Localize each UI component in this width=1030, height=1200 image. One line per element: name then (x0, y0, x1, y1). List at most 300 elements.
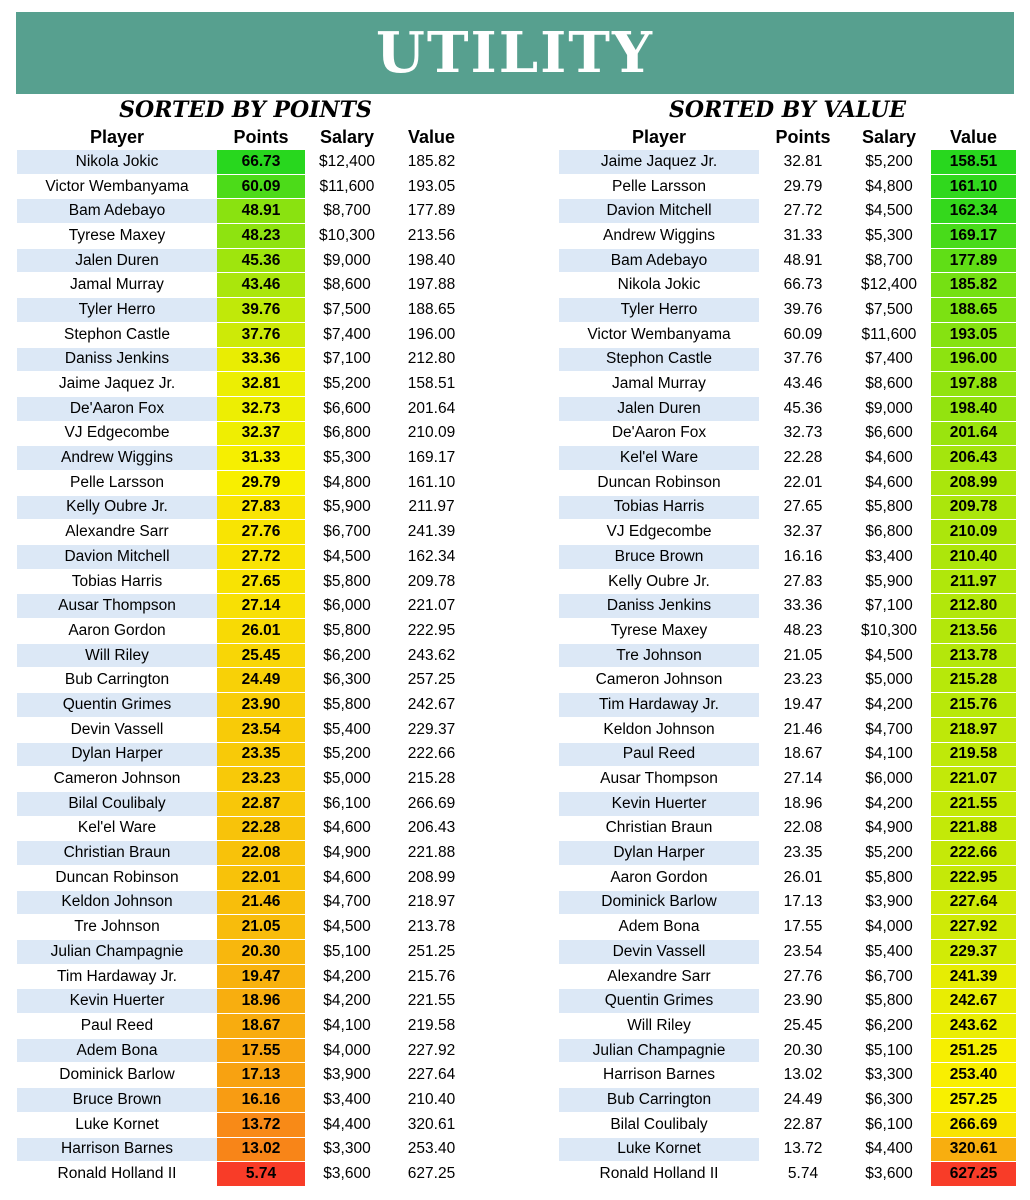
salary-cell: $4,800 (847, 174, 931, 199)
table-row (17, 248, 474, 273)
value-cell: 229.37 (389, 717, 474, 742)
table-row (559, 964, 1016, 989)
points-cell: 21.05 (759, 643, 847, 668)
salary-cell: $7,500 (305, 298, 389, 323)
value-cell: 188.65 (389, 298, 474, 323)
value-cell: 169.17 (931, 224, 1016, 249)
value-cell: 193.05 (389, 174, 474, 199)
points-cell: 66.73 (759, 273, 847, 298)
value-cell: 198.40 (931, 396, 1016, 421)
value-cell: 208.99 (931, 470, 1016, 495)
salary-cell: $5,800 (847, 989, 931, 1014)
table-row (17, 421, 474, 446)
player-name: Ausar Thompson (559, 767, 759, 792)
value-cell: 198.40 (389, 248, 474, 273)
salary-cell: $6,100 (305, 791, 389, 816)
value-cell: 627.25 (931, 1162, 1016, 1187)
table-row (17, 841, 474, 866)
value-table-body (559, 150, 1016, 1186)
salary-cell: $12,400 (305, 150, 389, 174)
points-cell: 22.28 (759, 446, 847, 471)
table-row (17, 767, 474, 792)
points-cell: 27.65 (217, 569, 305, 594)
header-salary: Salary (319, 126, 375, 147)
salary-cell: $6,600 (305, 396, 389, 421)
salary-cell: $5,200 (305, 742, 389, 767)
value-cell: 158.51 (389, 372, 474, 397)
salary-cell: $5,300 (847, 224, 931, 249)
player-name: Devin Vassell (559, 940, 759, 965)
table-row (559, 545, 1016, 570)
value-cell: 229.37 (931, 940, 1016, 965)
header-salary: Salary (861, 126, 917, 147)
points-cell: 24.49 (759, 1088, 847, 1113)
table-row (17, 915, 474, 940)
salary-cell: $6,300 (305, 668, 389, 693)
value-cell: 213.78 (389, 915, 474, 940)
player-name: Jamal Murray (17, 273, 217, 298)
value-cell: 219.58 (389, 1014, 474, 1039)
player-name: Harrison Barnes (17, 1137, 217, 1162)
table-row (17, 174, 474, 199)
points-panel (17, 96, 474, 1187)
value-cell: 320.61 (931, 1137, 1016, 1162)
points-cell: 23.54 (759, 940, 847, 965)
points-cell: 27.72 (217, 545, 305, 570)
value-cell: 162.34 (389, 545, 474, 570)
table-row (17, 1088, 474, 1113)
salary-cell: $4,200 (305, 964, 389, 989)
points-cell: 60.09 (759, 322, 847, 347)
points-cell: 22.28 (217, 816, 305, 841)
points-cell: 23.90 (217, 693, 305, 718)
table-row (559, 594, 1016, 619)
salary-cell: $4,800 (305, 470, 389, 495)
salary-cell: $4,900 (847, 816, 931, 841)
value-cell: 241.39 (931, 964, 1016, 989)
points-cell: 39.76 (217, 298, 305, 323)
player-name: Bub Carrington (17, 668, 217, 693)
value-cell: 193.05 (931, 322, 1016, 347)
table-row (559, 1112, 1016, 1137)
value-cell: 211.97 (931, 569, 1016, 594)
points-cell: 23.23 (759, 668, 847, 693)
player-name: Jalen Duren (559, 396, 759, 421)
salary-cell: $3,900 (847, 890, 931, 915)
points-subtitle: SORTED BY POINTS (119, 97, 372, 123)
points-cell: 32.81 (217, 372, 305, 397)
salary-cell: $5,100 (305, 940, 389, 965)
header-player: Player (631, 126, 687, 147)
player-name: Davion Mitchell (559, 199, 759, 224)
salary-cell: $3,400 (305, 1088, 389, 1113)
points-cell: 29.79 (217, 470, 305, 495)
value-cell: 210.40 (389, 1088, 474, 1113)
points-cell: 22.01 (217, 865, 305, 890)
points-cell: 13.72 (759, 1137, 847, 1162)
salary-cell: $6,200 (305, 643, 389, 668)
table-row (559, 446, 1016, 471)
player-name: VJ Edgecombe (559, 520, 759, 545)
salary-cell: $4,000 (847, 915, 931, 940)
player-name: Tobias Harris (17, 569, 217, 594)
player-name: Andrew Wiggins (17, 446, 217, 471)
player-name: Andrew Wiggins (559, 224, 759, 249)
points-cell: 23.90 (759, 989, 847, 1014)
table-row (17, 717, 474, 742)
salary-cell: $6,300 (847, 1088, 931, 1113)
table-row (17, 520, 474, 545)
player-name: Stephon Castle (17, 322, 217, 347)
salary-cell: $4,400 (847, 1137, 931, 1162)
value-cell: 158.51 (931, 150, 1016, 174)
value-cell: 169.17 (389, 446, 474, 471)
player-name: Victor Wembanyama (559, 322, 759, 347)
salary-cell: $10,300 (305, 224, 389, 249)
table-row (559, 1014, 1016, 1039)
salary-cell: $8,600 (847, 372, 931, 397)
salary-cell: $4,500 (847, 199, 931, 224)
player-name: Tobias Harris (559, 495, 759, 520)
player-name: Quentin Grimes (17, 693, 217, 718)
salary-cell: $5,800 (305, 693, 389, 718)
value-table (559, 124, 1016, 1187)
value-cell: 197.88 (931, 372, 1016, 397)
value-cell: 320.61 (389, 1112, 474, 1137)
header-value: Value (407, 126, 456, 147)
points-cell: 16.16 (759, 545, 847, 570)
player-name: Kelly Oubre Jr. (17, 495, 217, 520)
player-name: Alexandre Sarr (17, 520, 217, 545)
value-cell: 627.25 (389, 1162, 474, 1187)
points-cell: 45.36 (217, 248, 305, 273)
points-cell: 48.23 (217, 224, 305, 249)
points-cell: 32.37 (759, 520, 847, 545)
points-cell: 18.67 (217, 1014, 305, 1039)
salary-cell: $6,000 (847, 767, 931, 792)
salary-cell: $5,400 (847, 940, 931, 965)
player-name: Dominick Barlow (559, 890, 759, 915)
player-name: Ronald Holland II (559, 1162, 759, 1187)
salary-cell: $5,900 (305, 495, 389, 520)
salary-cell: $4,500 (847, 643, 931, 668)
salary-cell: $5,200 (847, 841, 931, 866)
points-cell: 27.76 (759, 964, 847, 989)
player-name: Victor Wembanyama (17, 174, 217, 199)
points-cell: 22.87 (217, 791, 305, 816)
salary-cell: $5,400 (305, 717, 389, 742)
table-row (17, 594, 474, 619)
value-cell: 251.25 (931, 1038, 1016, 1063)
points-cell: 23.35 (217, 742, 305, 767)
value-cell: 253.40 (931, 1063, 1016, 1088)
table-row (17, 865, 474, 890)
value-cell: 185.82 (931, 273, 1016, 298)
salary-cell: $6,000 (305, 594, 389, 619)
player-name: Jaime Jaquez Jr. (17, 372, 217, 397)
value-cell: 206.43 (389, 816, 474, 841)
value-cell: 215.76 (931, 693, 1016, 718)
player-name: De'Aaron Fox (559, 421, 759, 446)
points-cell: 32.73 (217, 396, 305, 421)
salary-cell: $4,900 (305, 841, 389, 866)
salary-cell: $5,000 (305, 767, 389, 792)
table-row (559, 298, 1016, 323)
player-name: Julian Champagnie (17, 940, 217, 965)
value-cell: 242.67 (389, 693, 474, 718)
value-cell: 196.00 (389, 322, 474, 347)
value-cell: 251.25 (389, 940, 474, 965)
table-row (559, 816, 1016, 841)
player-name: Jamal Murray (559, 372, 759, 397)
salary-cell: $5,900 (847, 569, 931, 594)
table-row (17, 1112, 474, 1137)
value-subtitle: SORTED BY VALUE (668, 97, 907, 123)
points-cell: 37.76 (759, 347, 847, 372)
value-cell: 162.34 (931, 199, 1016, 224)
value-cell: 185.82 (389, 150, 474, 174)
player-name: Bilal Coulibaly (17, 791, 217, 816)
value-cell: 266.69 (931, 1112, 1016, 1137)
points-cell: 27.14 (217, 594, 305, 619)
points-table-body (17, 150, 474, 1186)
points-cell: 39.76 (759, 298, 847, 323)
value-cell: 241.39 (389, 520, 474, 545)
player-name: Jalen Duren (17, 248, 217, 273)
player-name: Daniss Jenkins (559, 594, 759, 619)
salary-cell: $11,600 (305, 174, 389, 199)
player-name: Christian Braun (17, 841, 217, 866)
table-row (17, 224, 474, 249)
salary-cell: $4,500 (305, 545, 389, 570)
value-cell: 221.88 (931, 816, 1016, 841)
salary-cell: $5,800 (847, 865, 931, 890)
table-row (17, 940, 474, 965)
table-row (17, 619, 474, 644)
player-name: Bam Adebayo (559, 248, 759, 273)
value-cell: 177.89 (389, 199, 474, 224)
player-name: Bam Adebayo (17, 199, 217, 224)
points-cell: 23.54 (217, 717, 305, 742)
points-cell: 23.23 (217, 767, 305, 792)
value-cell: 161.10 (931, 174, 1016, 199)
player-name: Kel'el Ware (559, 446, 759, 471)
table-row (559, 273, 1016, 298)
table-row (17, 446, 474, 471)
table-row (559, 520, 1016, 545)
player-name: Keldon Johnson (17, 890, 217, 915)
table-row (17, 964, 474, 989)
points-cell: 48.91 (217, 199, 305, 224)
points-cell: 24.49 (217, 668, 305, 693)
table-row (559, 767, 1016, 792)
player-name: Tim Hardaway Jr. (17, 964, 217, 989)
points-cell: 13.02 (759, 1063, 847, 1088)
table-row (17, 791, 474, 816)
points-cell: 17.55 (759, 915, 847, 940)
points-cell: 16.16 (217, 1088, 305, 1113)
player-name: Bub Carrington (559, 1088, 759, 1113)
salary-cell: $3,900 (305, 1063, 389, 1088)
salary-cell: $4,100 (847, 742, 931, 767)
title-banner (16, 12, 1014, 94)
player-name: Kevin Huerter (17, 989, 217, 1014)
player-name: Keldon Johnson (559, 717, 759, 742)
player-name: Jaime Jaquez Jr. (559, 150, 759, 174)
points-cell: 43.46 (759, 372, 847, 397)
header-player: Player (89, 126, 145, 147)
value-cell: 243.62 (931, 1014, 1016, 1039)
table-row (559, 372, 1016, 397)
points-cell: 21.46 (217, 890, 305, 915)
value-cell: 210.09 (389, 421, 474, 446)
table-row (559, 717, 1016, 742)
salary-cell: $6,600 (847, 421, 931, 446)
salary-cell: $4,500 (305, 915, 389, 940)
value-cell: 161.10 (389, 470, 474, 495)
salary-cell: $4,000 (305, 1038, 389, 1063)
value-cell: 209.78 (931, 495, 1016, 520)
points-cell: 18.96 (217, 989, 305, 1014)
salary-cell: $6,700 (305, 520, 389, 545)
table-row (17, 495, 474, 520)
table-row (17, 322, 474, 347)
table-row (17, 816, 474, 841)
salary-cell: $4,200 (305, 989, 389, 1014)
table-row (17, 1014, 474, 1039)
points-cell: 31.33 (217, 446, 305, 471)
player-name: Bruce Brown (17, 1088, 217, 1113)
salary-cell: $3,600 (847, 1162, 931, 1187)
table-row (559, 1063, 1016, 1088)
player-name: Bruce Brown (559, 545, 759, 570)
header-points: Points (233, 126, 289, 147)
value-cell: 188.65 (931, 298, 1016, 323)
value-cell: 257.25 (389, 668, 474, 693)
value-cell: 218.97 (931, 717, 1016, 742)
table-row (559, 841, 1016, 866)
value-cell: 243.62 (389, 643, 474, 668)
points-cell: 27.65 (759, 495, 847, 520)
salary-cell: $4,700 (847, 717, 931, 742)
value-cell: 257.25 (931, 1088, 1016, 1113)
player-name: Quentin Grimes (559, 989, 759, 1014)
points-cell: 27.72 (759, 199, 847, 224)
player-name: Aaron Gordon (559, 865, 759, 890)
value-cell: 222.66 (931, 841, 1016, 866)
points-table-header (17, 124, 474, 150)
salary-cell: $5,100 (847, 1038, 931, 1063)
points-cell: 29.79 (759, 174, 847, 199)
table-row (559, 1137, 1016, 1162)
table-row (559, 569, 1016, 594)
table-row (17, 643, 474, 668)
player-name: Davion Mitchell (17, 545, 217, 570)
value-cell: 213.78 (931, 643, 1016, 668)
salary-cell: $9,000 (847, 396, 931, 421)
value-cell: 211.97 (389, 495, 474, 520)
points-cell: 27.83 (759, 569, 847, 594)
salary-cell: $4,600 (305, 816, 389, 841)
points-cell: 32.81 (759, 150, 847, 174)
table-row (559, 347, 1016, 372)
player-name: Aaron Gordon (17, 619, 217, 644)
points-cell: 60.09 (217, 174, 305, 199)
points-cell: 32.73 (759, 421, 847, 446)
salary-cell: $5,800 (305, 569, 389, 594)
points-cell: 19.47 (217, 964, 305, 989)
salary-cell: $6,200 (847, 1014, 931, 1039)
salary-cell: $11,600 (847, 322, 931, 347)
points-cell: 22.08 (759, 816, 847, 841)
value-cell: 210.09 (931, 520, 1016, 545)
salary-cell: $5,300 (305, 446, 389, 471)
table-row (559, 150, 1016, 174)
player-name: Dylan Harper (559, 841, 759, 866)
points-cell: 25.45 (759, 1014, 847, 1039)
salary-cell: $4,600 (847, 470, 931, 495)
table-row (559, 1038, 1016, 1063)
value-cell: 266.69 (389, 791, 474, 816)
table-row (559, 940, 1016, 965)
points-cell: 13.02 (217, 1137, 305, 1162)
table-row (17, 668, 474, 693)
salary-cell: $7,100 (305, 347, 389, 372)
value-cell: 227.64 (389, 1063, 474, 1088)
player-name: Will Riley (559, 1014, 759, 1039)
value-cell: 210.40 (931, 545, 1016, 570)
salary-cell: $3,600 (305, 1162, 389, 1187)
value-cell: 221.07 (931, 767, 1016, 792)
player-name: Tyrese Maxey (559, 619, 759, 644)
table-row (559, 199, 1016, 224)
salary-cell: $6,700 (847, 964, 931, 989)
value-cell: 215.28 (389, 767, 474, 792)
value-cell: 215.28 (931, 668, 1016, 693)
value-cell: 222.95 (931, 865, 1016, 890)
player-name: Bilal Coulibaly (559, 1112, 759, 1137)
value-table-header (559, 124, 1016, 150)
points-cell: 25.45 (217, 643, 305, 668)
table-row (17, 199, 474, 224)
value-cell: 227.64 (931, 890, 1016, 915)
table-row (559, 322, 1016, 347)
player-name: Daniss Jenkins (17, 347, 217, 372)
value-cell: 222.95 (389, 619, 474, 644)
salary-cell: $5,200 (847, 150, 931, 174)
table-row (17, 1038, 474, 1063)
player-name: Harrison Barnes (559, 1063, 759, 1088)
points-cell: 17.55 (217, 1038, 305, 1063)
salary-cell: $5,200 (305, 372, 389, 397)
points-cell: 21.46 (759, 717, 847, 742)
value-cell: 213.56 (389, 224, 474, 249)
table-row (559, 890, 1016, 915)
table-row (17, 545, 474, 570)
player-name: Alexandre Sarr (559, 964, 759, 989)
value-cell: 196.00 (931, 347, 1016, 372)
salary-cell: $12,400 (847, 273, 931, 298)
player-name: Stephon Castle (559, 347, 759, 372)
points-cell: 19.47 (759, 693, 847, 718)
player-name: Luke Kornet (17, 1112, 217, 1137)
points-cell: 20.30 (759, 1038, 847, 1063)
salary-cell: $7,500 (847, 298, 931, 323)
value-panel (559, 96, 1016, 1187)
value-cell: 242.67 (931, 989, 1016, 1014)
table-row (559, 619, 1016, 644)
player-name: Cameron Johnson (559, 668, 759, 693)
